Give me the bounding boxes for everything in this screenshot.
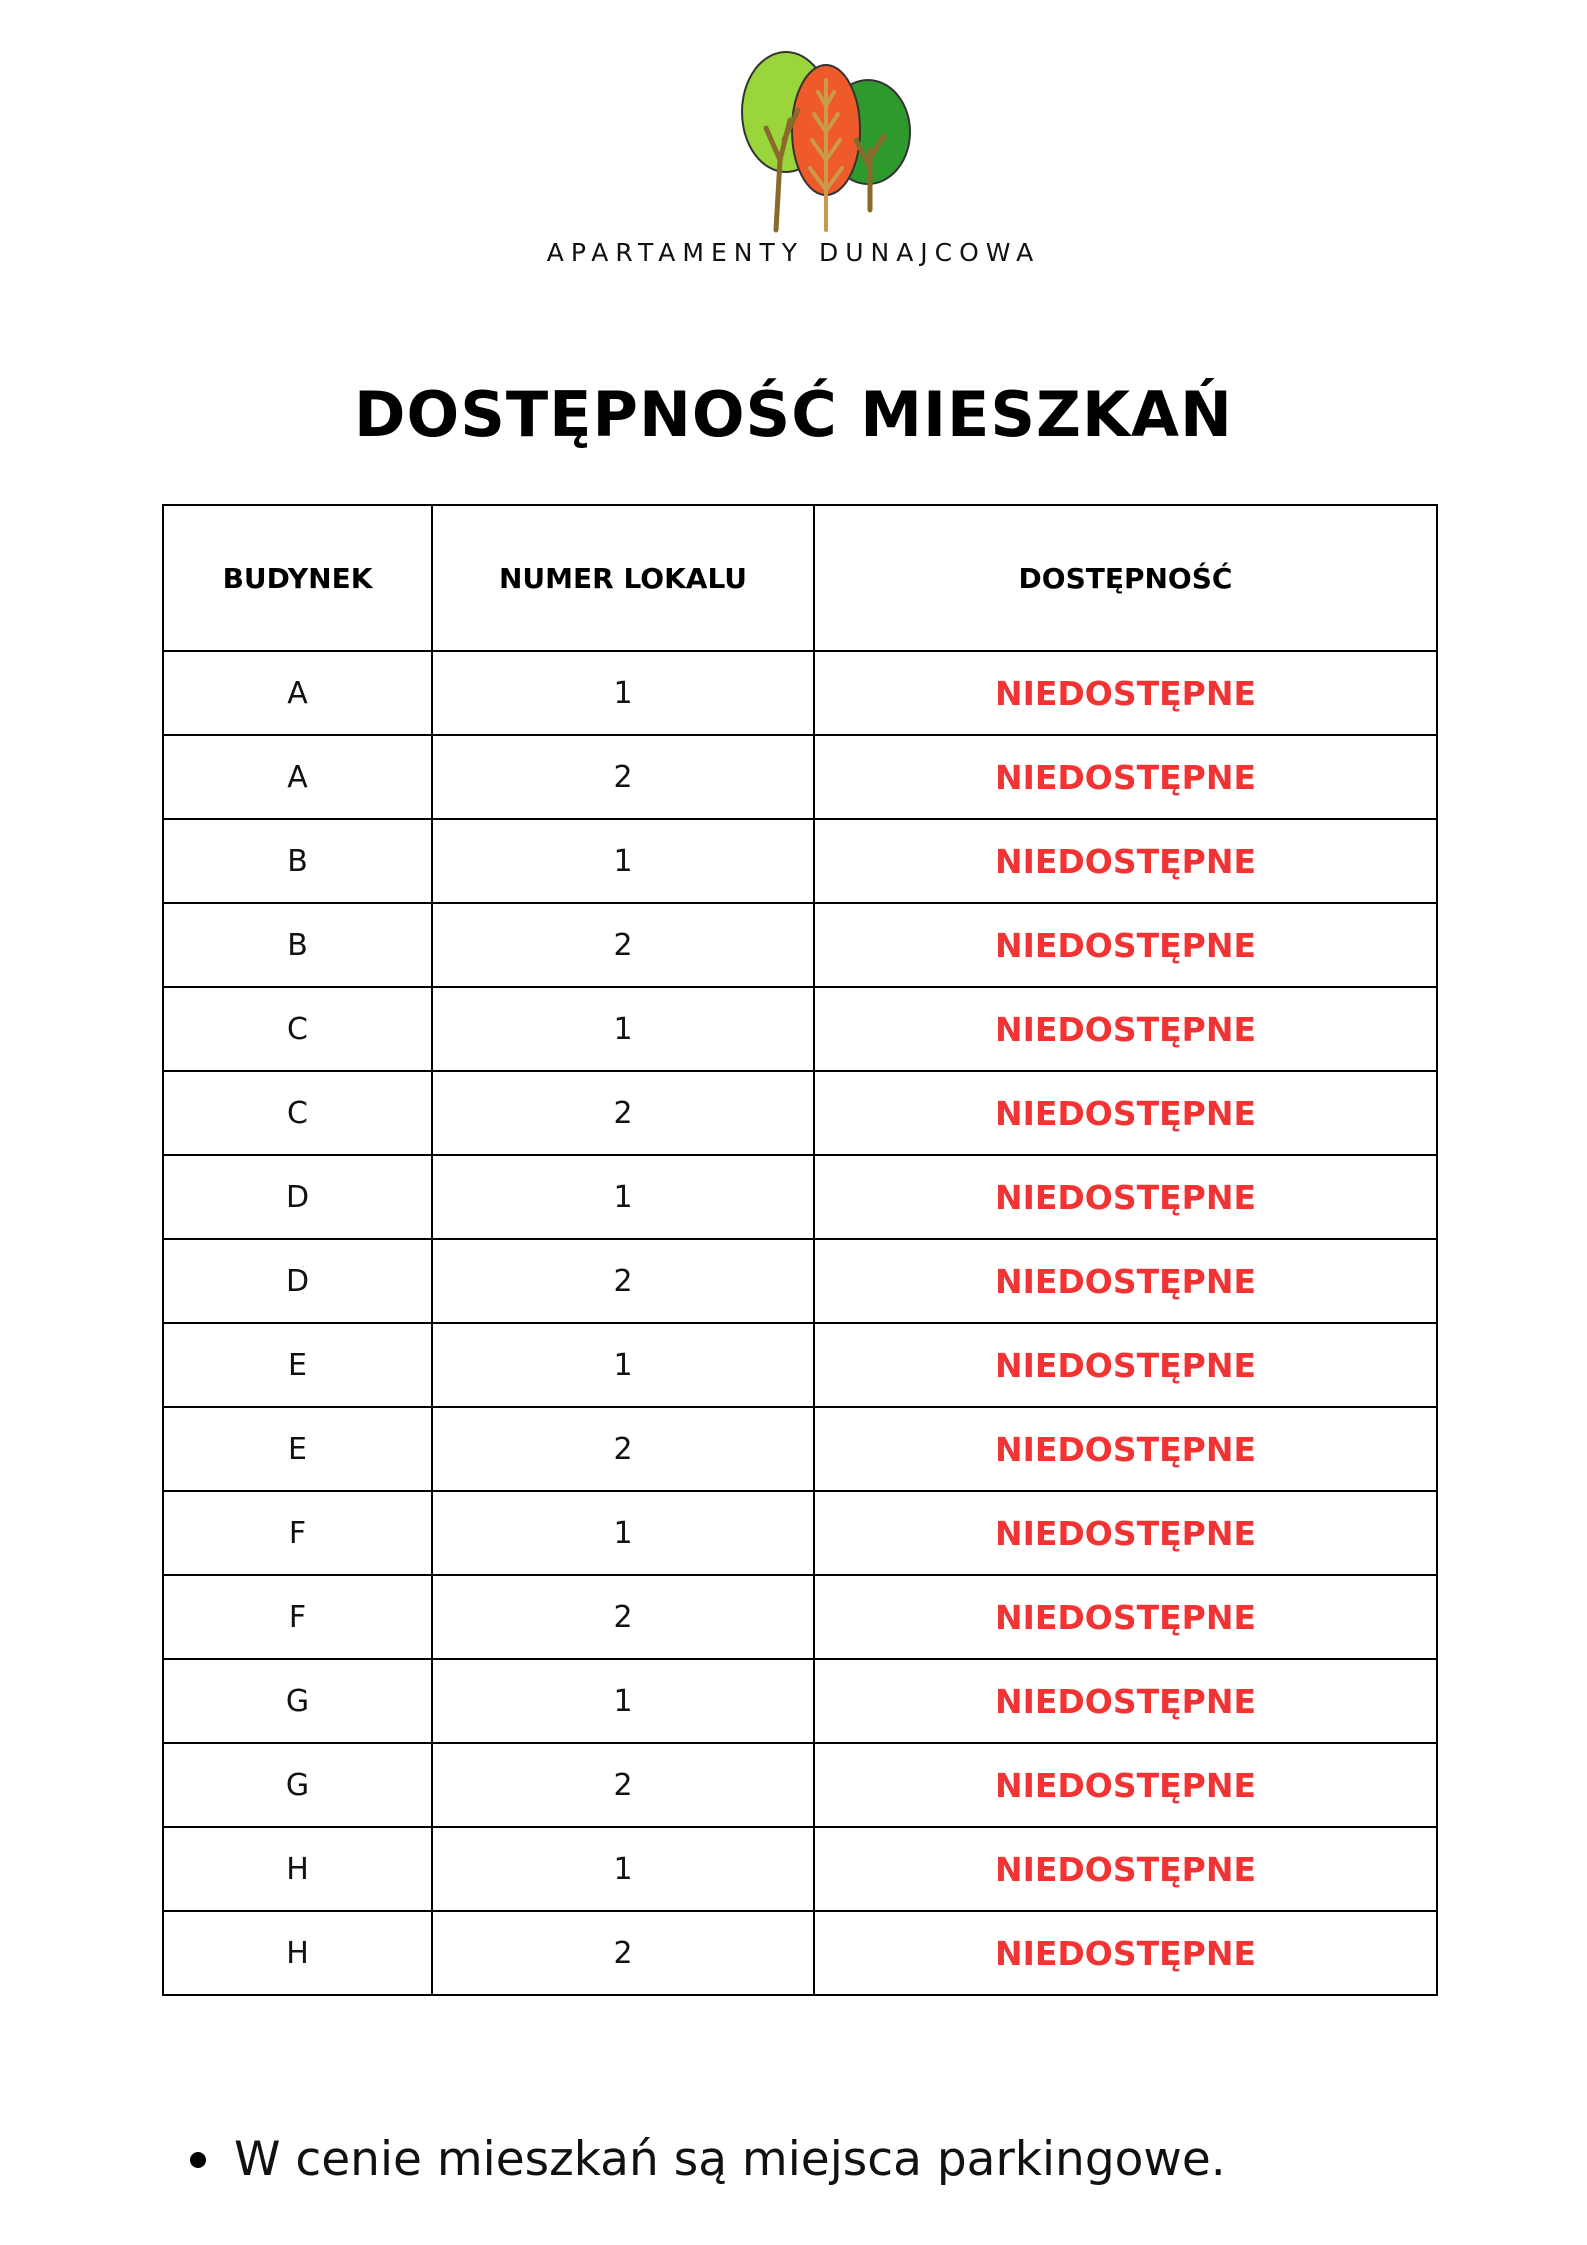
unit-cell: 2: [432, 735, 814, 819]
parking-note-text: W cenie mieszkań są miejsca parkingowe.: [234, 2132, 1226, 2187]
table-row: [163, 1659, 1437, 1743]
unit-cell: 2: [432, 903, 814, 987]
table-row: [163, 1323, 1437, 1407]
unit-cell: 1: [432, 1491, 814, 1575]
column-header-availability: DOSTĘPNOŚĆ: [814, 505, 1437, 651]
unit-cell: 1: [432, 987, 814, 1071]
availability-status: NIEDOSTĘPNE: [814, 1323, 1437, 1407]
table-row: [163, 819, 1437, 903]
availability-table: [162, 504, 1438, 1996]
table-row: [163, 1575, 1437, 1659]
availability-status: NIEDOSTĘPNE: [814, 1575, 1437, 1659]
table-row: [163, 903, 1437, 987]
table-row: [163, 1155, 1437, 1239]
availability-status: NIEDOSTĘPNE: [814, 1827, 1437, 1911]
building-cell: H: [163, 1911, 432, 1995]
table-row: [163, 1407, 1437, 1491]
building-cell: E: [163, 1323, 432, 1407]
availability-status: NIEDOSTĘPNE: [814, 903, 1437, 987]
building-cell: F: [163, 1491, 432, 1575]
table-row: [163, 651, 1437, 735]
unit-cell: 1: [432, 651, 814, 735]
column-header-unit-number: NUMER LOKALU: [432, 505, 814, 651]
table-row: [163, 1911, 1437, 1995]
availability-status: NIEDOSTĘPNE: [814, 819, 1437, 903]
availability-status: NIEDOSTĘPNE: [814, 1491, 1437, 1575]
unit-cell: 2: [432, 1911, 814, 1995]
unit-cell: 2: [432, 1071, 814, 1155]
unit-cell: 2: [432, 1575, 814, 1659]
availability-status: NIEDOSTĘPNE: [814, 651, 1437, 735]
availability-status: NIEDOSTĘPNE: [814, 1911, 1437, 1995]
availability-status: NIEDOSTĘPNE: [814, 1071, 1437, 1155]
parking-note: [190, 2132, 1226, 2187]
building-cell: G: [163, 1659, 432, 1743]
brand-name: APARTAMENTY DUNAJCOWA: [546, 238, 1041, 267]
building-cell: B: [163, 903, 432, 987]
building-cell: H: [163, 1827, 432, 1911]
availability-status: NIEDOSTĘPNE: [814, 1407, 1437, 1491]
unit-cell: 1: [432, 819, 814, 903]
unit-cell: 1: [432, 1155, 814, 1239]
building-cell: D: [163, 1239, 432, 1323]
unit-cell: 1: [432, 1827, 814, 1911]
table-header-row: [163, 505, 1437, 651]
three-trees-icon: [718, 40, 918, 240]
building-cell: A: [163, 735, 432, 819]
unit-cell: 2: [432, 1743, 814, 1827]
unit-cell: 2: [432, 1239, 814, 1323]
building-cell: C: [163, 1071, 432, 1155]
building-cell: E: [163, 1407, 432, 1491]
table-row: [163, 1827, 1437, 1911]
table-row: [163, 1071, 1437, 1155]
building-cell: B: [163, 819, 432, 903]
table-row: [163, 1491, 1437, 1575]
building-cell: F: [163, 1575, 432, 1659]
column-header-building: BUDYNEK: [163, 505, 432, 651]
unit-cell: 1: [432, 1323, 814, 1407]
table-row: [163, 987, 1437, 1071]
table-row: [163, 735, 1437, 819]
table-row: [163, 1239, 1437, 1323]
page-title: DOSTĘPNOŚĆ MIESZKAŃ: [354, 378, 1233, 451]
availability-status: NIEDOSTĘPNE: [814, 1155, 1437, 1239]
building-cell: D: [163, 1155, 432, 1239]
availability-status: NIEDOSTĘPNE: [814, 1239, 1437, 1323]
availability-status: NIEDOSTĘPNE: [814, 987, 1437, 1071]
unit-cell: 1: [432, 1659, 814, 1743]
building-cell: A: [163, 651, 432, 735]
building-cell: G: [163, 1743, 432, 1827]
availability-status: NIEDOSTĘPNE: [814, 1659, 1437, 1743]
availability-status: NIEDOSTĘPNE: [814, 1743, 1437, 1827]
table-row: [163, 1743, 1437, 1827]
unit-cell: 2: [432, 1407, 814, 1491]
building-cell: C: [163, 987, 432, 1071]
bullet-icon: [190, 2152, 206, 2168]
availability-status: NIEDOSTĘPNE: [814, 735, 1437, 819]
